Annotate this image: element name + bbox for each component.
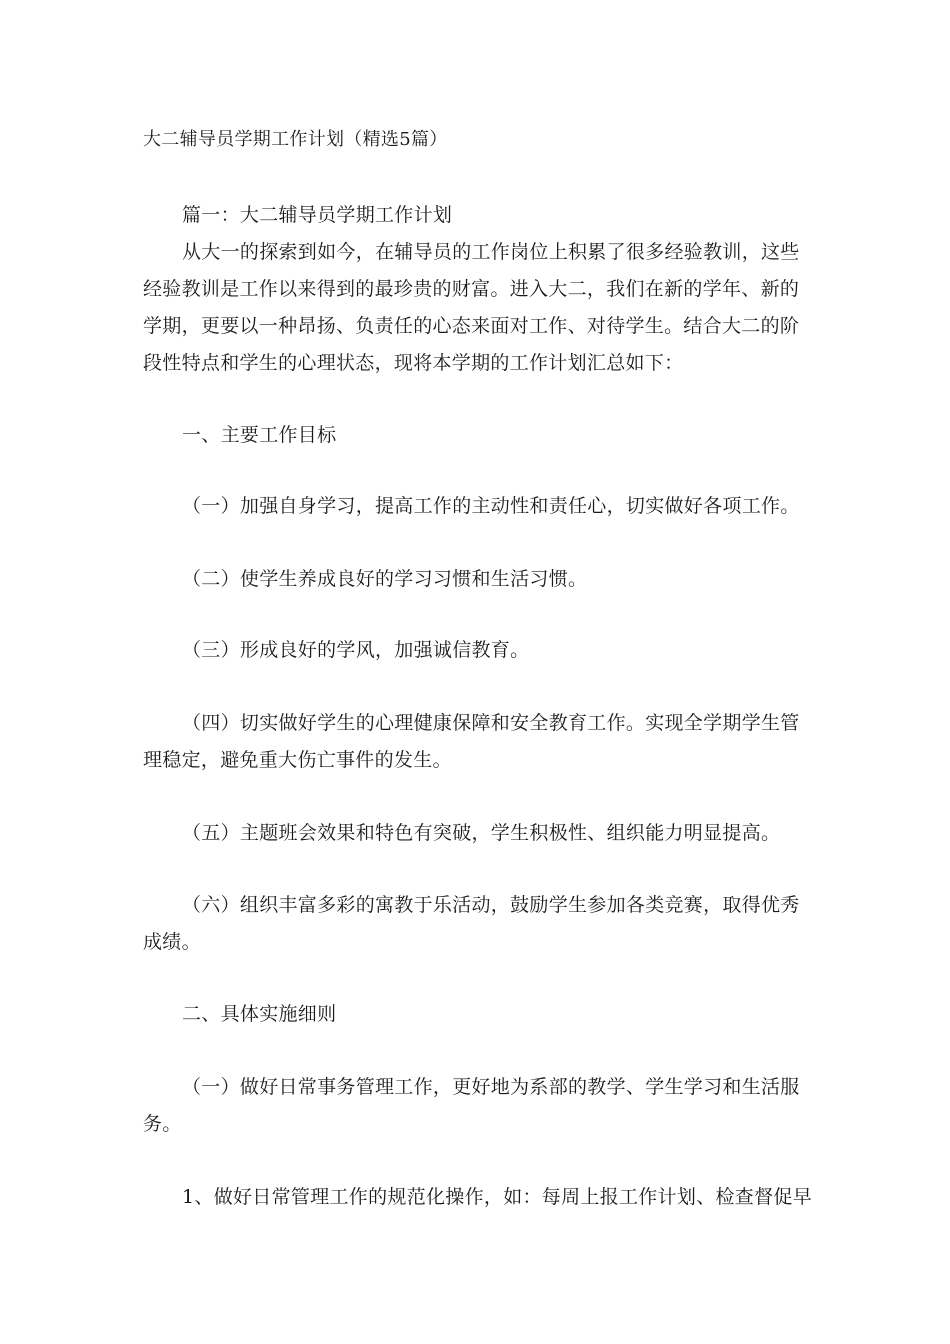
goal-item-3: （三）形成良好的学风，加强诚信教育。: [182, 639, 530, 661]
intro-line-2: 经验教训是工作以来得到的最珍贵的财富。进入大二，我们在新的学年、新的: [143, 278, 800, 300]
goal-item-6-line-1: （六）组织丰富多彩的寓教于乐活动，鼓励学生参加各类竞赛，取得优秀: [182, 894, 800, 916]
intro-line-1: 从大一的探索到如今，在辅导员的工作岗位上积累了很多经验教训，这些: [182, 241, 800, 263]
detail-item-1-line-2: 务。: [143, 1113, 182, 1135]
intro-line-3: 学期，更要以一种昂扬、负责任的心态来面对工作、对待学生。结合大二的阶: [143, 315, 800, 337]
heading-details: 二、具体实施细则: [182, 1003, 337, 1025]
goal-item-2: （二）使学生养成良好的学习习惯和生活习惯。: [182, 568, 588, 590]
document-title: 大二辅导员学期工作计划（精选5篇）: [143, 129, 448, 150]
detail-subitem-1: 1、做好日常管理工作的规范化操作，如：每周上报工作计划、检查督促早: [182, 1186, 812, 1208]
goal-item-6-line-2: 成绩。: [143, 931, 201, 953]
goal-item-1: （一）加强自身学习，提高工作的主动性和责任心，切实做好各项工作。: [182, 495, 800, 517]
detail-item-1-line-1: （一）做好日常事务管理工作，更好地为系部的教学、学生学习和生活服: [182, 1076, 800, 1098]
goal-item-5: （五）主题班会效果和特色有突破，学生积极性、组织能力明显提高。: [182, 822, 781, 844]
section-heading: 篇一：大二辅导员学期工作计划: [182, 204, 453, 226]
goal-item-4-line-2: 理稳定，避免重大伤亡事件的发生。: [143, 749, 452, 771]
heading-goals: 一、主要工作目标: [182, 424, 337, 446]
intro-line-4: 段性特点和学生的心理状态，现将本学期的工作计划汇总如下：: [143, 352, 684, 374]
goal-item-4-line-1: （四）切实做好学生的心理健康保障和安全教育工作。实现全学期学生管: [182, 712, 800, 734]
